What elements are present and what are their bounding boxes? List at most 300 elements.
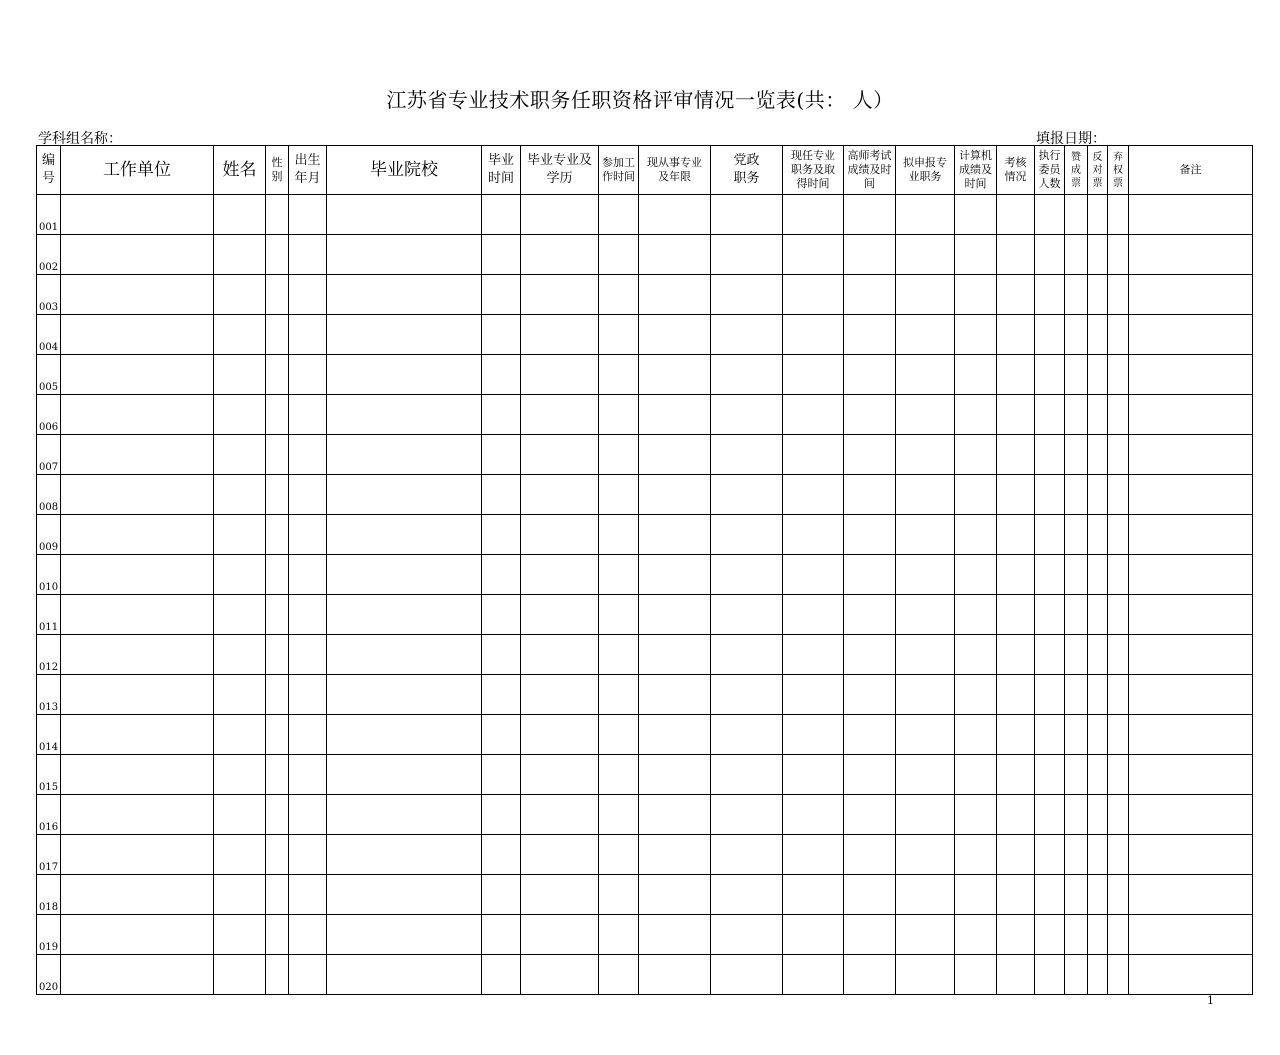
table-cell[interactable] (266, 235, 289, 275)
table-cell[interactable] (1129, 555, 1253, 595)
table-cell[interactable] (214, 555, 266, 595)
table-cell[interactable] (61, 435, 214, 475)
table-cell[interactable] (639, 955, 711, 995)
table-cell[interactable] (1129, 755, 1253, 795)
table-cell[interactable] (896, 395, 955, 435)
table-cell[interactable] (482, 475, 521, 515)
table-cell[interactable] (955, 195, 997, 235)
table-cell[interactable] (1108, 555, 1129, 595)
table-cell[interactable] (61, 595, 214, 635)
table-cell[interactable] (783, 755, 844, 795)
table-cell[interactable] (1065, 955, 1088, 995)
table-cell[interactable] (639, 515, 711, 555)
table-cell[interactable] (955, 355, 997, 395)
table-cell[interactable] (289, 235, 327, 275)
table-cell[interactable] (214, 475, 266, 515)
table-cell[interactable] (266, 515, 289, 555)
table-cell[interactable] (289, 875, 327, 915)
table-cell[interactable] (214, 515, 266, 555)
table-cell[interactable] (289, 955, 327, 995)
table-cell[interactable] (521, 915, 599, 955)
table-cell[interactable] (1088, 915, 1108, 955)
table-cell[interactable] (1108, 875, 1129, 915)
table-cell[interactable] (1108, 515, 1129, 555)
table-cell[interactable] (783, 515, 844, 555)
table-cell[interactable] (327, 355, 482, 395)
table-cell[interactable] (1129, 875, 1253, 915)
table-cell[interactable] (844, 875, 896, 915)
table-cell[interactable] (1088, 235, 1108, 275)
table-cell[interactable] (997, 435, 1035, 475)
table-cell[interactable] (844, 235, 896, 275)
table-cell[interactable] (844, 515, 896, 555)
table-cell[interactable] (711, 875, 783, 915)
table-cell[interactable] (266, 675, 289, 715)
table-cell[interactable] (1065, 555, 1088, 595)
table-cell[interactable] (639, 875, 711, 915)
table-cell[interactable] (482, 875, 521, 915)
table-cell[interactable] (639, 595, 711, 635)
table-cell[interactable] (214, 595, 266, 635)
table-cell[interactable] (639, 795, 711, 835)
table-cell[interactable] (327, 395, 482, 435)
table-cell[interactable] (599, 875, 639, 915)
table-cell[interactable] (266, 275, 289, 315)
table-cell[interactable] (482, 195, 521, 235)
table-cell[interactable] (639, 715, 711, 755)
table-cell[interactable] (1129, 715, 1253, 755)
table-cell[interactable] (1035, 275, 1065, 315)
table-cell[interactable] (711, 635, 783, 675)
table-cell[interactable] (327, 275, 482, 315)
table-cell[interactable] (521, 555, 599, 595)
table-cell[interactable] (266, 795, 289, 835)
table-cell[interactable] (896, 755, 955, 795)
table-cell[interactable] (844, 275, 896, 315)
table-cell[interactable] (783, 915, 844, 955)
table-cell[interactable] (1035, 475, 1065, 515)
table-cell[interactable] (1108, 435, 1129, 475)
table-cell[interactable] (1035, 955, 1065, 995)
table-cell[interactable] (844, 675, 896, 715)
table-cell[interactable] (1129, 195, 1253, 235)
table-cell[interactable] (266, 315, 289, 355)
table-cell[interactable] (997, 715, 1035, 755)
table-cell[interactable] (1129, 835, 1253, 875)
table-cell[interactable] (61, 955, 214, 995)
table-cell[interactable] (482, 235, 521, 275)
table-cell[interactable] (844, 795, 896, 835)
table-cell[interactable] (997, 795, 1035, 835)
table-cell[interactable] (896, 835, 955, 875)
table-cell[interactable] (482, 915, 521, 955)
table-cell[interactable] (1088, 835, 1108, 875)
table-cell[interactable] (214, 275, 266, 315)
table-cell[interactable] (482, 555, 521, 595)
table-cell[interactable] (896, 195, 955, 235)
table-cell[interactable] (1065, 835, 1088, 875)
table-cell[interactable] (711, 595, 783, 635)
table-cell[interactable] (1065, 515, 1088, 555)
table-cell[interactable] (482, 755, 521, 795)
table-cell[interactable] (1065, 755, 1088, 795)
table-cell[interactable] (521, 315, 599, 355)
table-cell[interactable] (61, 235, 214, 275)
table-cell[interactable] (266, 955, 289, 995)
table-cell[interactable] (521, 355, 599, 395)
table-cell[interactable] (1129, 315, 1253, 355)
table-cell[interactable] (214, 875, 266, 915)
table-cell[interactable] (327, 755, 482, 795)
table-cell[interactable] (896, 435, 955, 475)
table-cell[interactable] (599, 475, 639, 515)
table-cell[interactable] (783, 315, 844, 355)
table-cell[interactable] (639, 315, 711, 355)
table-cell[interactable] (214, 635, 266, 675)
table-cell[interactable] (289, 275, 327, 315)
table-cell[interactable] (214, 715, 266, 755)
table-cell[interactable] (1035, 515, 1065, 555)
table-cell[interactable] (214, 195, 266, 235)
table-cell[interactable] (711, 475, 783, 515)
table-cell[interactable] (997, 555, 1035, 595)
table-cell[interactable] (1088, 635, 1108, 675)
table-cell[interactable] (1108, 195, 1129, 235)
table-cell[interactable] (1108, 955, 1129, 995)
table-cell[interactable] (955, 835, 997, 875)
table-cell[interactable] (997, 355, 1035, 395)
table-cell[interactable] (289, 475, 327, 515)
table-cell[interactable] (327, 195, 482, 235)
table-cell[interactable] (896, 955, 955, 995)
table-cell[interactable] (1065, 395, 1088, 435)
table-cell[interactable] (639, 475, 711, 515)
table-cell[interactable] (1108, 275, 1129, 315)
table-cell[interactable] (482, 835, 521, 875)
table-cell[interactable] (711, 395, 783, 435)
table-cell[interactable] (266, 555, 289, 595)
table-cell[interactable] (1129, 475, 1253, 515)
table-cell[interactable] (896, 355, 955, 395)
table-cell[interactable] (289, 555, 327, 595)
table-cell[interactable] (997, 515, 1035, 555)
table-cell[interactable] (1129, 435, 1253, 475)
table-cell[interactable] (955, 435, 997, 475)
table-cell[interactable] (711, 195, 783, 235)
table-cell[interactable] (521, 475, 599, 515)
table-cell[interactable] (61, 475, 214, 515)
table-cell[interactable] (783, 675, 844, 715)
table-cell[interactable] (639, 835, 711, 875)
table-cell[interactable] (1035, 635, 1065, 675)
table-cell[interactable] (1035, 195, 1065, 235)
table-cell[interactable] (1108, 315, 1129, 355)
table-cell[interactable] (1035, 435, 1065, 475)
table-cell[interactable] (1035, 355, 1065, 395)
table-cell[interactable] (214, 315, 266, 355)
table-cell[interactable] (1108, 835, 1129, 875)
table-cell[interactable] (521, 235, 599, 275)
table-cell[interactable] (1035, 835, 1065, 875)
table-cell[interactable] (482, 275, 521, 315)
table-cell[interactable] (61, 315, 214, 355)
table-cell[interactable] (997, 195, 1035, 235)
table-cell[interactable] (711, 715, 783, 755)
table-cell[interactable] (896, 555, 955, 595)
table-cell[interactable] (61, 635, 214, 675)
table-cell[interactable] (266, 195, 289, 235)
table-cell[interactable] (1035, 795, 1065, 835)
table-cell[interactable] (521, 595, 599, 635)
table-cell[interactable] (955, 795, 997, 835)
table-cell[interactable] (783, 355, 844, 395)
table-cell[interactable] (1065, 915, 1088, 955)
table-cell[interactable] (266, 595, 289, 635)
table-cell[interactable] (896, 275, 955, 315)
table-cell[interactable] (1129, 635, 1253, 675)
table-cell[interactable] (1065, 235, 1088, 275)
table-cell[interactable] (955, 955, 997, 995)
table-cell[interactable] (711, 555, 783, 595)
table-cell[interactable] (1088, 595, 1108, 635)
table-cell[interactable] (955, 515, 997, 555)
table-cell[interactable] (955, 635, 997, 675)
table-cell[interactable] (482, 955, 521, 995)
table-cell[interactable] (599, 835, 639, 875)
table-cell[interactable] (521, 715, 599, 755)
table-cell[interactable] (955, 555, 997, 595)
table-cell[interactable] (289, 515, 327, 555)
table-cell[interactable] (599, 315, 639, 355)
table-cell[interactable] (1088, 675, 1108, 715)
table-cell[interactable] (896, 235, 955, 275)
table-cell[interactable] (289, 795, 327, 835)
table-cell[interactable] (955, 275, 997, 315)
table-cell[interactable] (327, 635, 482, 675)
table-cell[interactable] (1129, 355, 1253, 395)
table-cell[interactable] (955, 315, 997, 355)
table-cell[interactable] (214, 435, 266, 475)
table-cell[interactable] (1129, 515, 1253, 555)
table-cell[interactable] (955, 475, 997, 515)
table-cell[interactable] (896, 315, 955, 355)
table-cell[interactable] (783, 395, 844, 435)
table-cell[interactable] (1088, 795, 1108, 835)
table-cell[interactable] (214, 395, 266, 435)
table-cell[interactable] (1065, 435, 1088, 475)
table-cell[interactable] (711, 275, 783, 315)
table-cell[interactable] (214, 835, 266, 875)
table-cell[interactable] (997, 395, 1035, 435)
table-cell[interactable] (997, 635, 1035, 675)
table-cell[interactable] (783, 875, 844, 915)
table-cell[interactable] (599, 955, 639, 995)
table-cell[interactable] (521, 875, 599, 915)
table-cell[interactable] (1088, 955, 1108, 995)
table-cell[interactable] (783, 635, 844, 675)
table-cell[interactable] (61, 755, 214, 795)
table-cell[interactable] (844, 195, 896, 235)
table-cell[interactable] (1088, 555, 1108, 595)
table-cell[interactable] (289, 675, 327, 715)
table-cell[interactable] (896, 475, 955, 515)
table-cell[interactable] (1129, 595, 1253, 635)
table-cell[interactable] (1129, 795, 1253, 835)
table-cell[interactable] (844, 315, 896, 355)
table-cell[interactable] (997, 475, 1035, 515)
table-cell[interactable] (482, 515, 521, 555)
table-cell[interactable] (783, 475, 844, 515)
table-cell[interactable] (1108, 595, 1129, 635)
table-cell[interactable] (266, 355, 289, 395)
table-cell[interactable] (599, 555, 639, 595)
table-cell[interactable] (896, 875, 955, 915)
table-cell[interactable] (1108, 355, 1129, 395)
table-cell[interactable] (1088, 195, 1108, 235)
table-cell[interactable] (266, 395, 289, 435)
table-cell[interactable] (711, 835, 783, 875)
table-cell[interactable] (844, 595, 896, 635)
table-cell[interactable] (1035, 235, 1065, 275)
table-cell[interactable] (711, 755, 783, 795)
table-cell[interactable] (1129, 955, 1253, 995)
table-cell[interactable] (1108, 395, 1129, 435)
table-cell[interactable] (844, 755, 896, 795)
table-cell[interactable] (1065, 315, 1088, 355)
table-cell[interactable] (1088, 355, 1108, 395)
table-cell[interactable] (844, 835, 896, 875)
table-cell[interactable] (1088, 435, 1108, 475)
table-cell[interactable] (711, 915, 783, 955)
table-cell[interactable] (266, 915, 289, 955)
table-cell[interactable] (955, 595, 997, 635)
table-cell[interactable] (955, 755, 997, 795)
table-cell[interactable] (327, 835, 482, 875)
table-cell[interactable] (1129, 395, 1253, 435)
table-cell[interactable] (997, 955, 1035, 995)
table-cell[interactable] (711, 315, 783, 355)
table-cell[interactable] (327, 475, 482, 515)
table-cell[interactable] (599, 355, 639, 395)
table-cell[interactable] (289, 395, 327, 435)
table-cell[interactable] (711, 515, 783, 555)
table-cell[interactable] (639, 675, 711, 715)
table-cell[interactable] (896, 915, 955, 955)
table-cell[interactable] (1108, 635, 1129, 675)
table-cell[interactable] (1035, 715, 1065, 755)
table-cell[interactable] (521, 435, 599, 475)
table-cell[interactable] (1035, 755, 1065, 795)
table-cell[interactable] (521, 515, 599, 555)
table-cell[interactable] (289, 195, 327, 235)
table-cell[interactable] (289, 715, 327, 755)
table-cell[interactable] (482, 675, 521, 715)
table-cell[interactable] (955, 875, 997, 915)
table-cell[interactable] (955, 915, 997, 955)
table-cell[interactable] (997, 875, 1035, 915)
table-cell[interactable] (289, 635, 327, 675)
table-cell[interactable] (61, 395, 214, 435)
table-cell[interactable] (711, 955, 783, 995)
table-cell[interactable] (783, 795, 844, 835)
table-cell[interactable] (599, 675, 639, 715)
table-cell[interactable] (327, 235, 482, 275)
table-cell[interactable] (266, 835, 289, 875)
table-cell[interactable] (639, 275, 711, 315)
table-cell[interactable] (711, 675, 783, 715)
table-cell[interactable] (997, 235, 1035, 275)
table-cell[interactable] (327, 435, 482, 475)
table-cell[interactable] (1065, 795, 1088, 835)
table-cell[interactable] (1108, 755, 1129, 795)
table-cell[interactable] (1088, 395, 1108, 435)
table-cell[interactable] (482, 635, 521, 675)
table-cell[interactable] (1065, 195, 1088, 235)
table-cell[interactable] (844, 915, 896, 955)
table-cell[interactable] (289, 315, 327, 355)
table-cell[interactable] (214, 755, 266, 795)
table-cell[interactable] (1065, 715, 1088, 755)
table-cell[interactable] (1108, 715, 1129, 755)
table-cell[interactable] (1035, 915, 1065, 955)
table-cell[interactable] (1065, 675, 1088, 715)
table-cell[interactable] (266, 715, 289, 755)
table-cell[interactable] (896, 675, 955, 715)
table-cell[interactable] (783, 195, 844, 235)
table-cell[interactable] (1035, 595, 1065, 635)
table-cell[interactable] (639, 355, 711, 395)
table-cell[interactable] (639, 555, 711, 595)
table-cell[interactable] (599, 715, 639, 755)
table-cell[interactable] (1065, 635, 1088, 675)
table-cell[interactable] (997, 275, 1035, 315)
table-cell[interactable] (997, 595, 1035, 635)
table-cell[interactable] (521, 195, 599, 235)
table-cell[interactable] (783, 555, 844, 595)
table-cell[interactable] (783, 835, 844, 875)
table-cell[interactable] (61, 195, 214, 235)
table-cell[interactable] (639, 635, 711, 675)
table-cell[interactable] (327, 955, 482, 995)
table-cell[interactable] (289, 595, 327, 635)
table-cell[interactable] (61, 515, 214, 555)
table-cell[interactable] (266, 635, 289, 675)
table-cell[interactable] (955, 675, 997, 715)
table-cell[interactable] (521, 755, 599, 795)
table-cell[interactable] (521, 675, 599, 715)
table-cell[interactable] (1035, 315, 1065, 355)
table-cell[interactable] (1088, 475, 1108, 515)
table-cell[interactable] (214, 915, 266, 955)
table-cell[interactable] (327, 915, 482, 955)
table-cell[interactable] (266, 875, 289, 915)
table-cell[interactable] (61, 355, 214, 395)
table-cell[interactable] (1065, 275, 1088, 315)
table-cell[interactable] (711, 435, 783, 475)
table-cell[interactable] (997, 315, 1035, 355)
table-cell[interactable] (266, 475, 289, 515)
table-cell[interactable] (521, 835, 599, 875)
table-cell[interactable] (482, 595, 521, 635)
table-cell[interactable] (521, 795, 599, 835)
table-cell[interactable] (997, 915, 1035, 955)
table-cell[interactable] (599, 755, 639, 795)
table-cell[interactable] (521, 955, 599, 995)
table-cell[interactable] (482, 355, 521, 395)
table-cell[interactable] (61, 275, 214, 315)
table-cell[interactable] (955, 235, 997, 275)
table-cell[interactable] (1035, 395, 1065, 435)
